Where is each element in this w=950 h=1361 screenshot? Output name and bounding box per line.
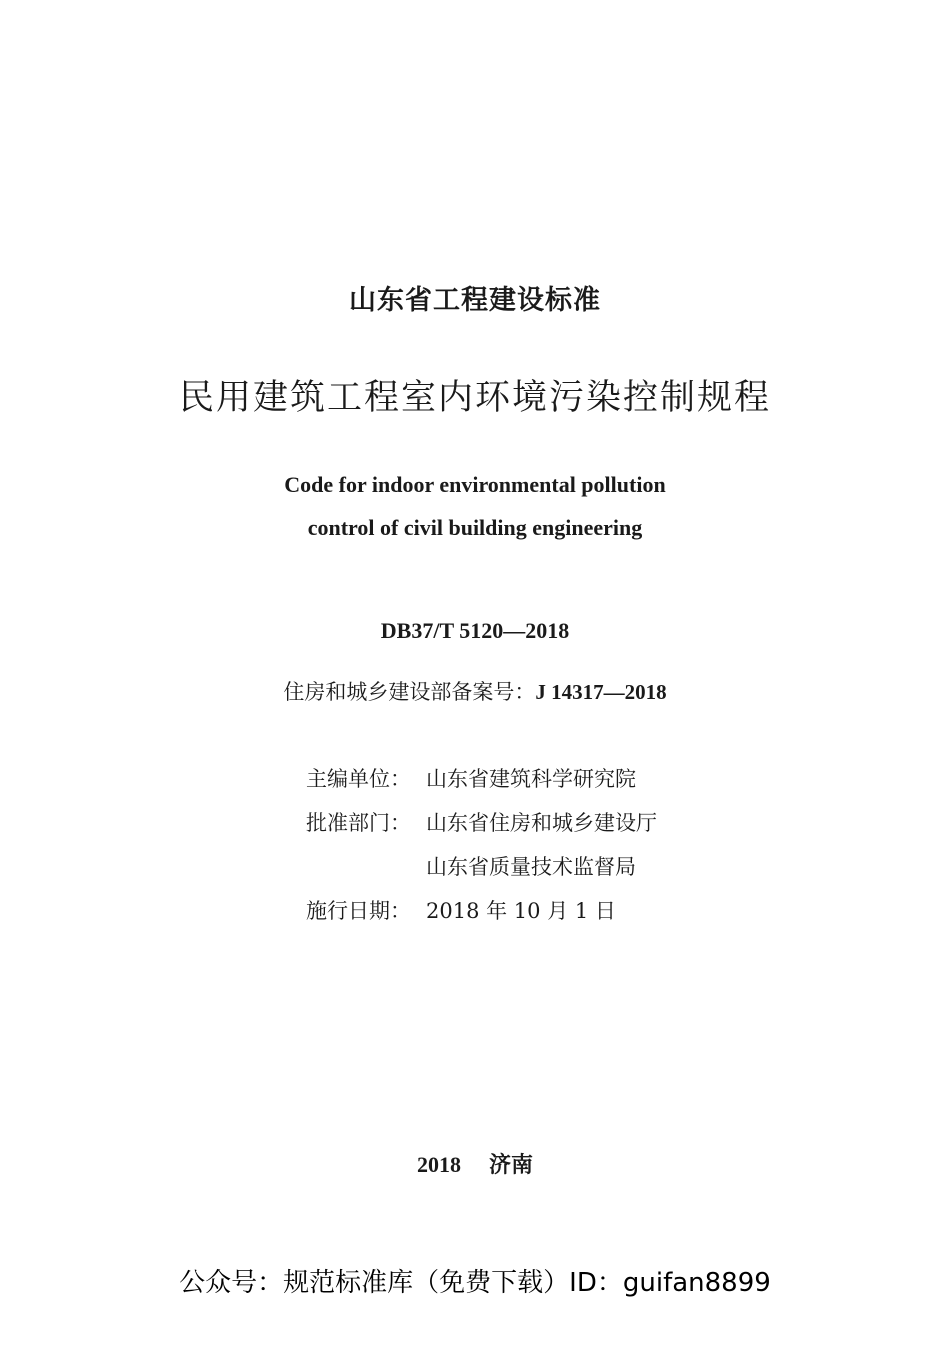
effective-date-label: 施行日期： <box>306 899 411 923</box>
editor-label: 主编单位： <box>306 767 411 791</box>
standard-code-number: DB37/T 5120—2018 <box>380 618 570 643</box>
imprint-city: 济南 <box>488 1152 533 1178</box>
record-number-line <box>0 676 950 706</box>
effective-date-value: 2018 年 10 月 1 日 <box>426 899 616 923</box>
approver-value-1: 山东省住房和城乡建设厅 <box>426 811 657 835</box>
record-number-value: J 14317—2018 <box>535 680 667 704</box>
approver-label: 批准部门： <box>306 811 411 835</box>
imprint-line <box>0 1148 950 1179</box>
editor-value: 山东省建筑科学研究院 <box>426 767 636 791</box>
approver-row-2 <box>306 844 657 888</box>
document-title-english-line-1: Code for indoor environmental pollution <box>284 472 666 497</box>
publication-info-block <box>306 756 657 932</box>
approver-value-2: 山东省质量技术监督局 <box>426 855 636 879</box>
footer-watermark-text: 公众号：规范标准库（免费下载）ID：guifan8899 <box>179 1268 771 1298</box>
approver-row <box>306 800 657 844</box>
record-number-label: 住房和城乡建设部备案号： <box>283 680 536 704</box>
effective-date-row <box>306 888 657 932</box>
imprint-year: 2018 <box>416 1152 461 1177</box>
standard-series-heading: 山东省工程建设标准 <box>349 285 601 316</box>
editor-row <box>306 756 657 800</box>
document-title-chinese: 民用建筑工程室内环境污染控制规程 <box>178 378 771 418</box>
document-title-english-line-2: control of civil building engineering <box>307 515 643 540</box>
